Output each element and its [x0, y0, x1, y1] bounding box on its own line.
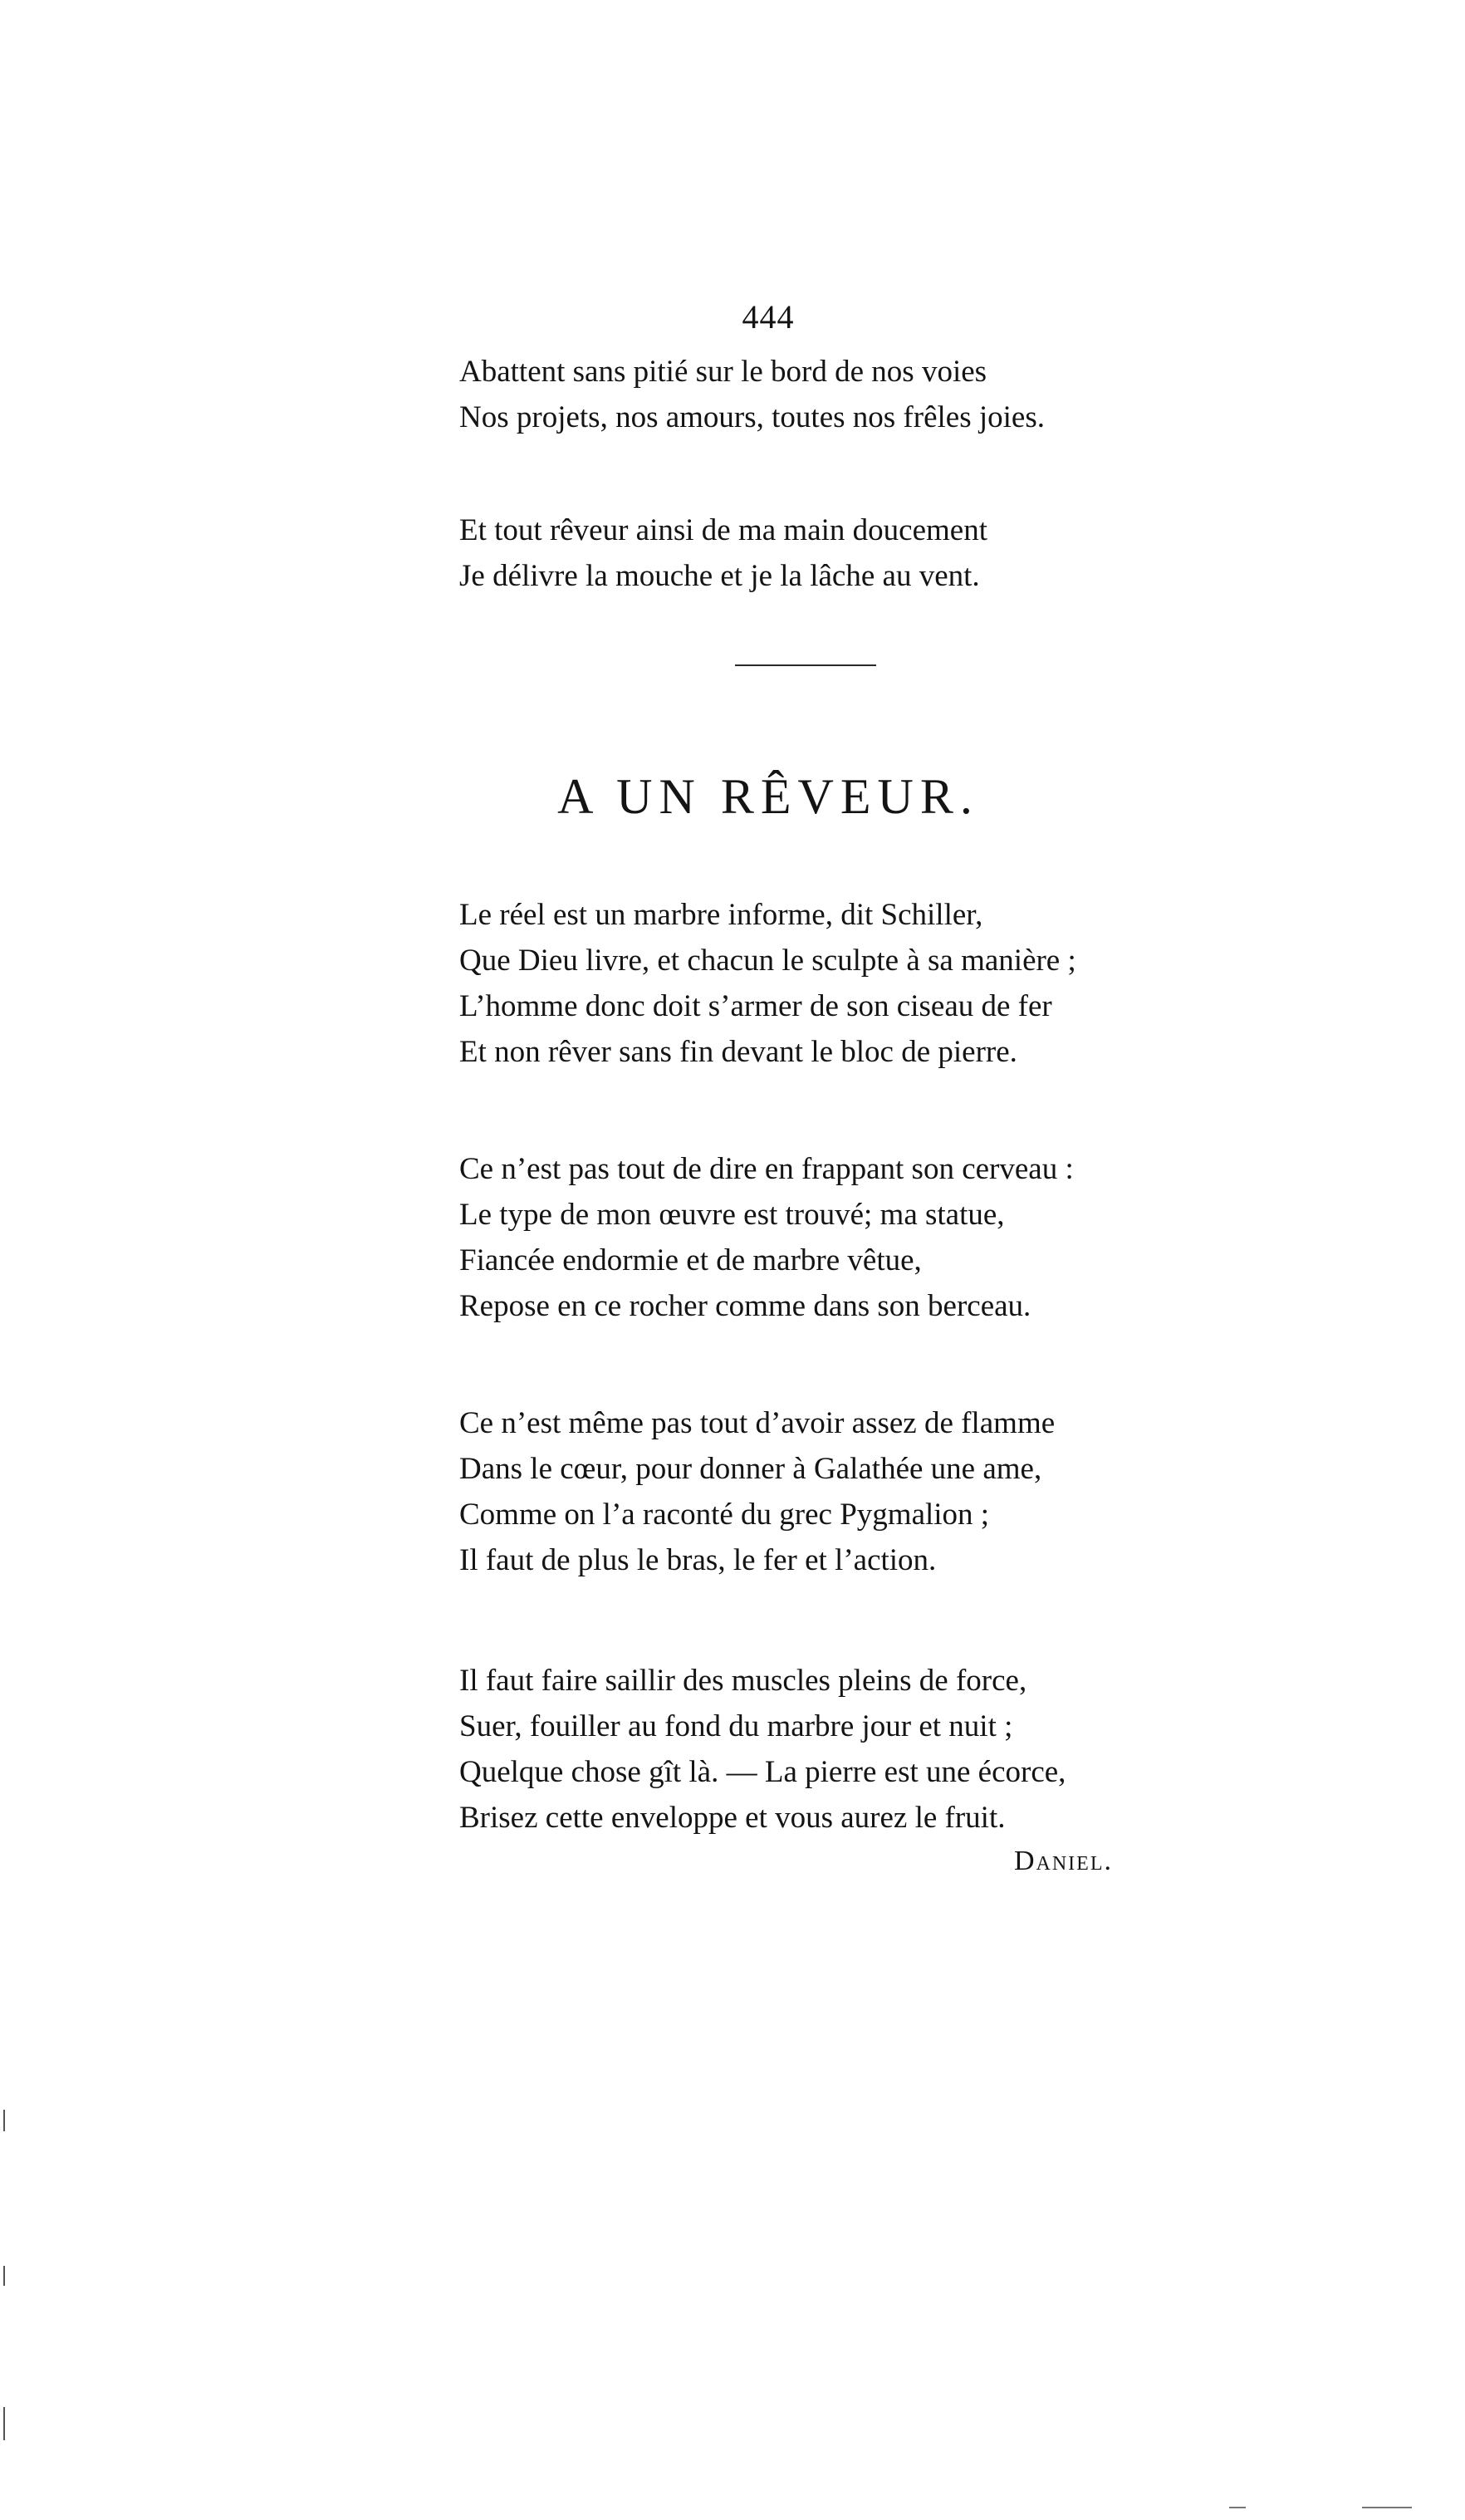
page-number: 444: [742, 298, 795, 336]
verse-line: Et tout rêveur ainsi de ma main doucement: [459, 513, 987, 547]
verse-line: Le réel est un marbre informe, dit Schiller,: [459, 898, 983, 932]
verse-line: Suer, fouiller au fond du marbre jour et nuit ;: [459, 1709, 1013, 1743]
verse-line: Repose en ce rocher comme dans son berceau.: [459, 1289, 1031, 1323]
section-divider: [735, 664, 876, 666]
verse-line: Ce n’est pas tout de dire en frappant son cerveau :: [459, 1152, 1074, 1186]
verse-line: Je délivre la mouche et je la lâche au vent.: [459, 559, 980, 593]
author-signature: Daniel.: [1013, 1846, 1113, 1876]
continuation-stanza-2: [459, 507, 1207, 599]
verse-line: Comme on l’a raconté du grec Pygmalion ;: [459, 1498, 990, 1532]
verse-line: L’homme donc doit s’armer de son ciseau de fer: [459, 989, 1052, 1023]
scan-mark: [1362, 2507, 1412, 2508]
stanza-2: [459, 1146, 1207, 1329]
verse-line: Brisez cette enveloppe et vous aurez le fruit.: [459, 1801, 1006, 1835]
verse-line: Le type de mon œuvre est trouvé; ma statue,: [459, 1198, 1005, 1232]
stanza-1: [459, 892, 1207, 1075]
scan-mark: [3, 2110, 5, 2131]
scan-mark: [3, 2266, 5, 2286]
continuation-stanza-1: [459, 349, 1207, 440]
verse-line: Abattent sans pitié sur le bord de nos voies: [459, 355, 987, 389]
scan-mark: [1229, 2507, 1246, 2508]
verse-line: Que Dieu livre, et chacun le sculpte à sa manière ;: [459, 944, 1076, 978]
verse-line: Il faut de plus le bras, le fer et l’action.: [459, 1543, 937, 1577]
stanza-3: [459, 1400, 1207, 1583]
verse-line: Dans le cœur, pour donner à Galathée une ame,: [459, 1452, 1042, 1486]
stanza-4: [459, 1658, 1207, 1841]
verse-line: Quelque chose gît là. — La pierre est une écorce,: [459, 1755, 1066, 1789]
verse-line: Il faut faire saillir des muscles pleins de force,: [459, 1664, 1027, 1698]
verse-line: Fiancée endormie et de marbre vêtue,: [459, 1243, 922, 1277]
poem-title: A UN RÊVEUR.: [557, 769, 979, 824]
verse-line: Ce n’est même pas tout d’avoir assez de flamme: [459, 1406, 1056, 1440]
verse-line: Et non rêver sans fin devant le bloc de pierre.: [459, 1035, 1017, 1069]
verse-line: Nos projets, nos amours, toutes nos frêles joies.: [459, 400, 1045, 434]
scan-mark: [3, 2407, 5, 2440]
